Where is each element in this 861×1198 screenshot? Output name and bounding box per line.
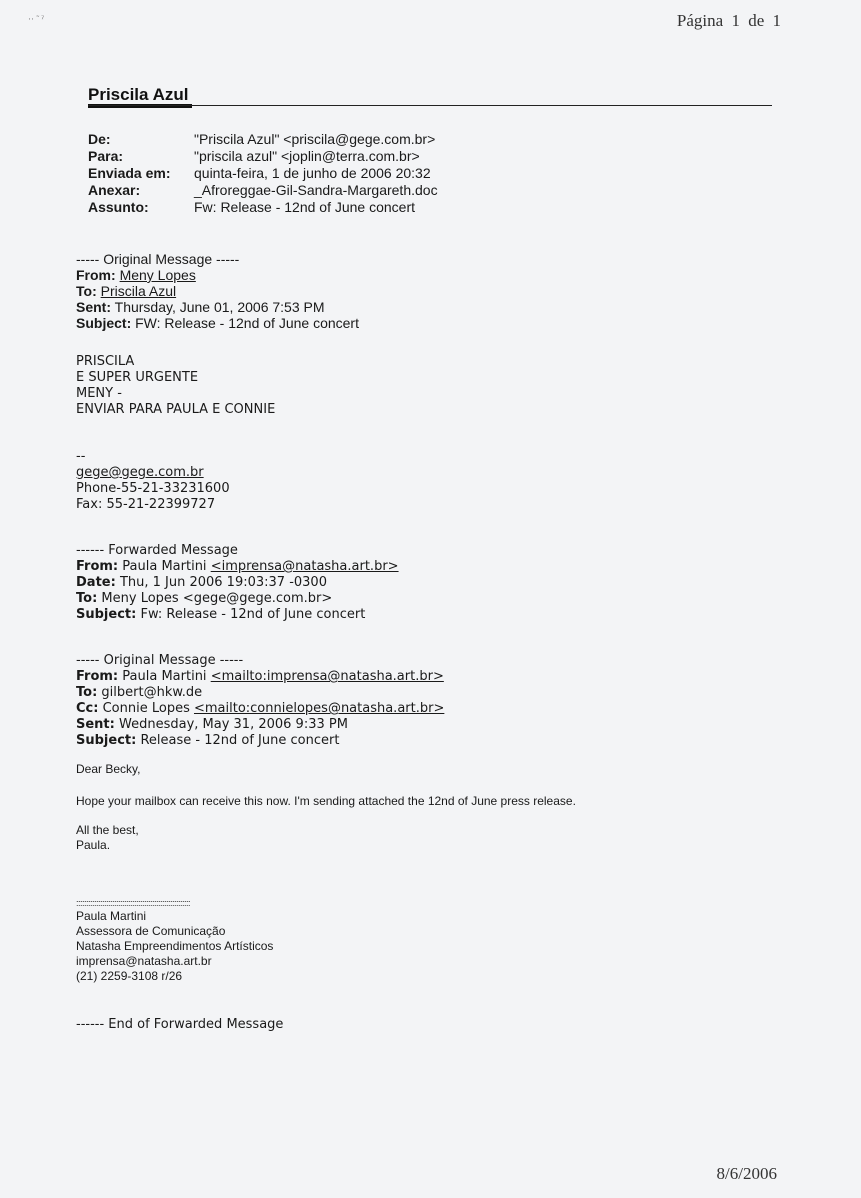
from-name: Paula Martini <box>122 669 207 684</box>
from-mailto-link[interactable]: <mailto:imprensa@natasha.art.br> <box>210 669 444 684</box>
page-current: 1 <box>731 11 740 30</box>
signature-fax: Fax: 55-21-22399727 <box>76 497 216 512</box>
message-line: MENY - <box>76 386 122 401</box>
sent-value: Thursday, June 01, 2006 7:53 PM <box>114 299 325 315</box>
cc-mailto-link[interactable]: <mailto:connielopes@natasha.art.br> <box>193 701 445 716</box>
subject-line <box>76 607 399 623</box>
signature-phone: Phone-55-21-33231600 <box>76 481 230 496</box>
date-value: Thu, 1 Jun 2006 19:03:37 -0300 <box>119 575 327 590</box>
message-line: PRISCILA <box>76 354 135 369</box>
page-of: de <box>748 11 765 30</box>
message-line: ENVIAR PARA PAULA E CONNIE <box>76 402 276 417</box>
to-label: To: <box>76 283 97 299</box>
original-message-separator: ----- Original Message ----- <box>76 251 240 267</box>
email-header-table <box>88 131 438 216</box>
header-value: quinta-feira, 1 de junho de 2006 20:32 <box>194 165 431 181</box>
subject-value: FW: Release - 12nd of June concert <box>135 315 359 331</box>
signature-name: Paula Martini <box>76 909 147 923</box>
subject-label: Subject: <box>76 733 137 748</box>
page-number <box>673 11 781 31</box>
sender-name: Priscila Azul <box>88 85 189 104</box>
forwarded-separator: ------ Forwarded Message <box>76 543 238 558</box>
signature-email: imprensa@natasha.art.br <box>76 954 212 968</box>
page-total: 1 <box>772 11 781 30</box>
header-value: "priscila azul" <joplin@terra.com.br> <box>194 148 420 164</box>
signature-dashes: -- <box>76 449 86 464</box>
subject-value: Fw: Release - 12nd of June concert <box>140 607 366 622</box>
to-line <box>76 685 444 701</box>
sent-line <box>76 717 444 733</box>
to-value: Meny Lopes <gege@gege.com.br> <box>101 591 333 606</box>
header-label: Assunto: <box>88 199 149 215</box>
sent-line <box>76 299 359 315</box>
closing <box>76 823 139 853</box>
sent-label: Sent: <box>76 717 115 732</box>
date-label: Date: <box>76 575 116 590</box>
original-message-1 <box>76 251 359 331</box>
signature-dots: ::::::::::::::::::::::::::::::::::::::::::::::::::::::::: <box>76 898 191 908</box>
footer-date: 8/6/2006 <box>716 1164 777 1183</box>
subject-line <box>76 315 359 331</box>
to-line <box>76 591 399 607</box>
cc-label: Cc: <box>76 701 99 716</box>
header-value: Fw: Release - 12nd of June concert <box>194 199 416 215</box>
to-label: To: <box>76 591 98 606</box>
from-name: Paula Martini <box>122 559 207 574</box>
subject-label: Subject: <box>76 607 137 622</box>
sent-value: Wednesday, May 31, 2006 9:33 PM <box>119 717 348 732</box>
header-row-subject <box>88 199 438 216</box>
to-label: To: <box>76 685 98 700</box>
closing-line: All the best, <box>76 823 139 837</box>
header-row-to <box>88 148 438 165</box>
forwarded-message-header <box>76 543 399 623</box>
end-of-forwarded-marker: ------ End of Forwarded Message <box>76 1017 284 1032</box>
header-label: Anexar: <box>88 182 141 198</box>
signature-phone: (21) 2259-3108 r/26 <box>76 969 183 983</box>
header-label: De: <box>88 131 111 147</box>
header-value: "Priscila Azul" <priscila@gege.com.br> <box>194 131 436 147</box>
greeting: Dear Becky, <box>76 762 141 776</box>
title-rule <box>88 105 772 106</box>
from-label: From: <box>76 559 119 574</box>
cc-line <box>76 701 444 717</box>
date-line <box>76 575 399 591</box>
signature-email-link[interactable]: gege@gege.com.br <box>76 465 204 480</box>
signature-role: Assessora de Comunicação <box>76 924 226 938</box>
message-line: E SUPER URGENTE <box>76 370 199 385</box>
to-link[interactable]: Priscila Azul <box>100 283 177 299</box>
signature-company: Natasha Empreendimentos Artísticos <box>76 939 274 953</box>
from-line <box>76 669 444 685</box>
to-value: gilbert@hkw.de <box>101 685 203 700</box>
from-label: From: <box>76 267 116 283</box>
from-link[interactable]: Meny Lopes <box>119 267 196 283</box>
body-paragraph: Hope your mailbox can receive this now. I'm sending attached the 12nd of June press release. <box>76 794 576 808</box>
original-message-separator: ----- Original Message ----- <box>76 653 244 668</box>
from-email-link[interactable]: <imprensa@natasha.art.br> <box>210 559 399 574</box>
signature-gege <box>76 449 230 513</box>
subject-label: Subject: <box>76 315 132 331</box>
subject-value: Release - 12nd of June concert <box>140 733 340 748</box>
closing-line: Paula. <box>76 838 111 852</box>
header-label: Enviada em: <box>88 165 171 181</box>
from-line <box>76 559 399 575</box>
header-row-attachment <box>88 182 438 199</box>
page-label: Página <box>676 11 724 30</box>
from-label: From: <box>76 669 119 684</box>
signature-paula <box>76 898 273 984</box>
original-message-2 <box>76 653 444 749</box>
from-line <box>76 267 359 283</box>
to-line <box>76 283 359 299</box>
header-label: Para: <box>88 148 124 164</box>
scan-corner-mark: ·· ˜ ˀ <box>28 14 44 24</box>
message-body <box>76 354 275 418</box>
subject-line <box>76 733 444 749</box>
header-row-sent <box>88 165 438 182</box>
sent-label: Sent: <box>76 299 111 315</box>
header-value: _Afroreggae-Gil-Sandra-Margareth.doc <box>194 182 438 198</box>
cc-name: Connie Lopes <box>102 701 190 716</box>
header-row-from <box>88 131 438 148</box>
